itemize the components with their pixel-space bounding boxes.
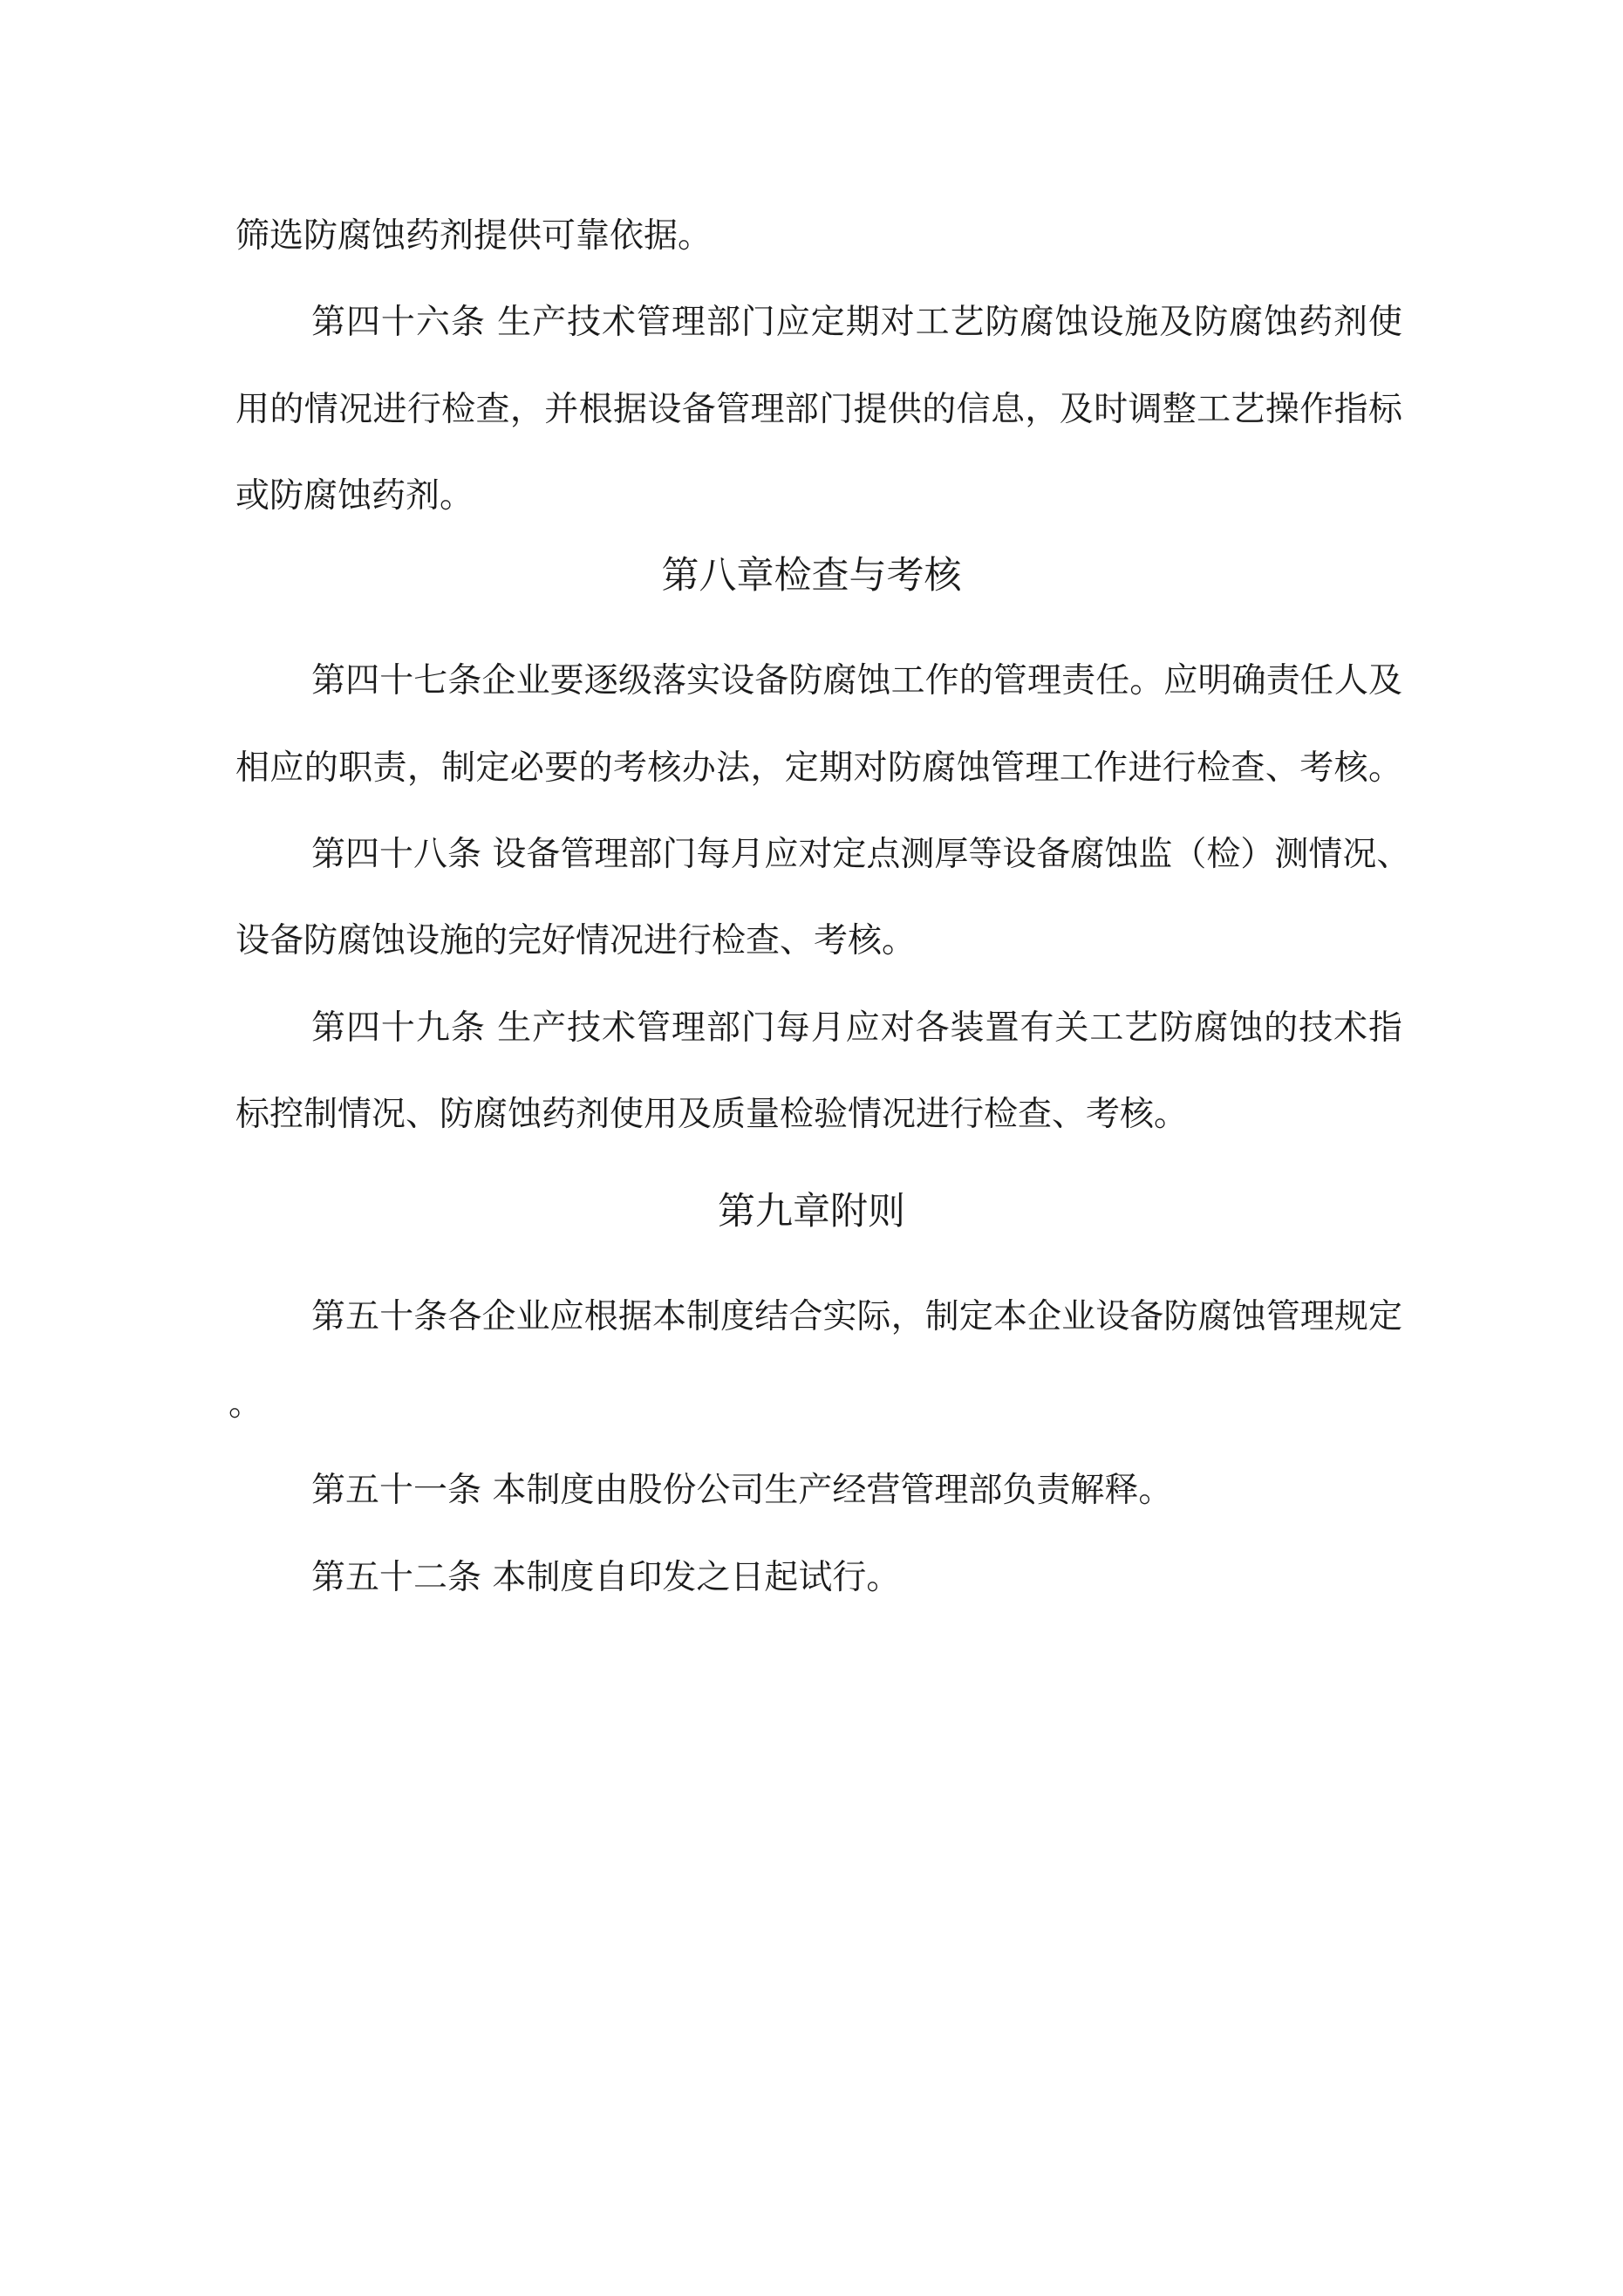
- article-46-line-2: 用的情况进行检查，并根据设备管理部门提供的信息，及时调整工艺操作指标: [235, 390, 1402, 429]
- chapter-8-heading: 第八章检查与考核: [661, 554, 962, 598]
- article-50-line-1: 第五十条各企业应根据本制度结合实际，制定本企业设备防腐蚀管理规定: [311, 1297, 1402, 1336]
- article-47-line-2: 相应的职责，制定必要的考核办法，定期对防腐蚀管理工作进行检查、考核。: [235, 748, 1402, 788]
- article-50-line-2: 。: [228, 1384, 263, 1424]
- article-48-line-1: 第四十八条 设备管理部门每月应对定点测厚等设备腐蚀监（检）测情况、: [311, 835, 1411, 874]
- article-48-line-2: 设备防腐蚀设施的完好情况进行检查、考核。: [235, 921, 917, 960]
- chapter-9-heading: 第九章附则: [718, 1190, 905, 1233]
- article-49-line-2: 标控制情况、防腐蚀药剂使用及质量检验情况进行检查、考核。: [235, 1095, 1189, 1134]
- article-51: 第五十一条 本制度由股份公司生产经营管理部负责解释。: [311, 1471, 1173, 1510]
- article-46-line-3: 或防腐蚀药剂。: [235, 476, 474, 516]
- article-47-line-1: 第四十七条企业要逐级落实设备防腐蚀工作的管理责任。应明确责任人及: [311, 661, 1402, 700]
- article-49-line-1: 第四十九条 生产技术管理部门每月应对各装置有关工艺防腐蚀的技术指: [311, 1008, 1402, 1048]
- article-46-line-1: 第四十六条 生产技术管理部门应定期对工艺防腐蚀设施及防腐蚀药剂使: [311, 303, 1402, 342]
- article-52: 第五十二条 本制度自印发之日起试行。: [311, 1558, 901, 1597]
- paragraph-continuation: 筛选防腐蚀药剂提供可靠依据。: [235, 216, 713, 256]
